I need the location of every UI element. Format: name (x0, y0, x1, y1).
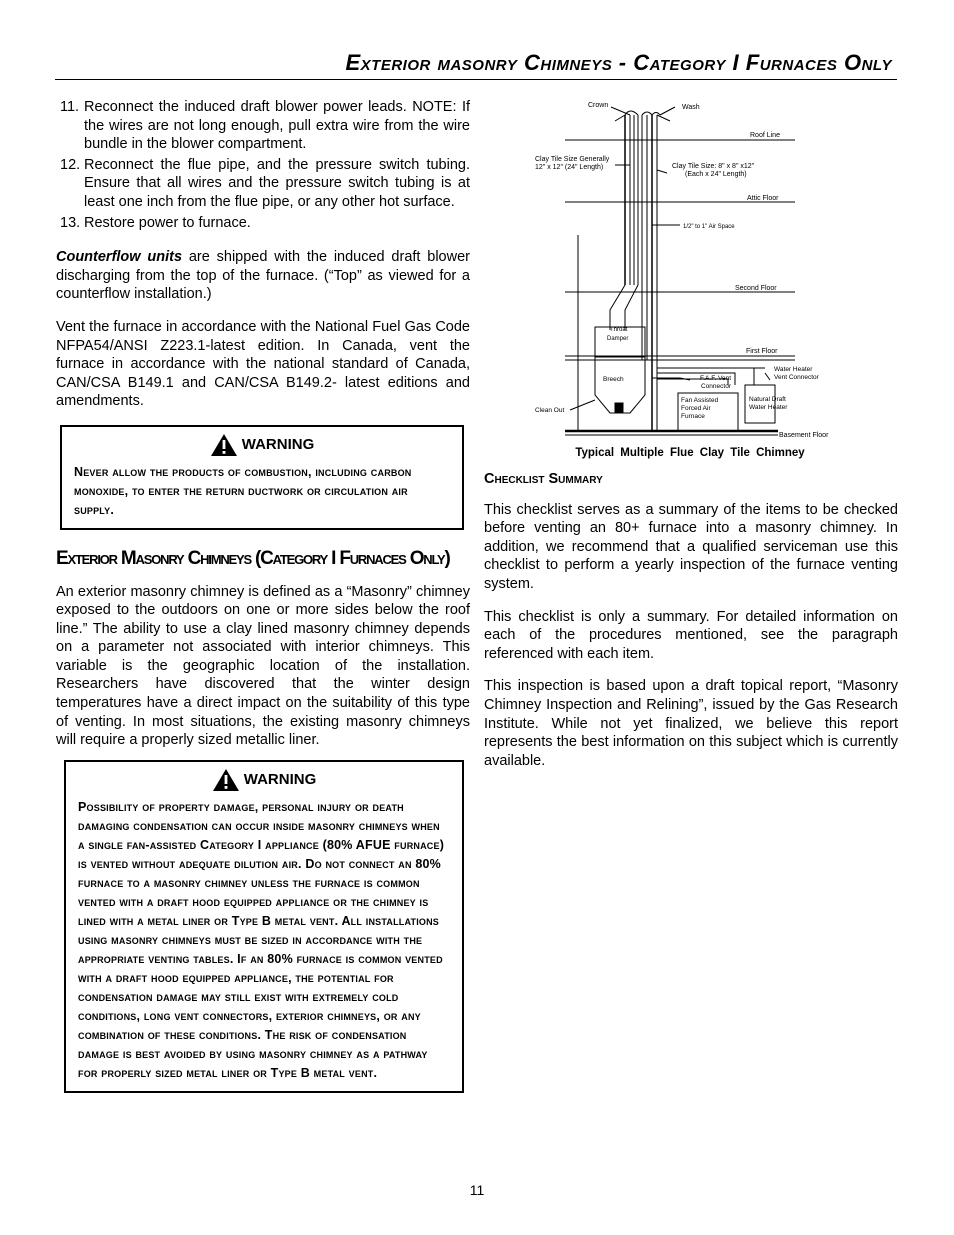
label-water-heater-vent-1: Water Heater (774, 366, 813, 373)
label-faf-vent-1: F.A.F. Vent (700, 375, 732, 382)
label-attic-floor: Attic Floor (747, 195, 779, 202)
warning-triangle-icon (210, 433, 238, 457)
section-body: An exterior masonry chimney is defined as a “Masonry” chimney exposed to the outdoors on one or more sides below the roof line.” The ability to use a clay lined masonry chimney depends on a parameter not associated with interior chimneys. This variable is the geographic location of the installation. Researchers have discovered that the winter design temperatures have a direct impact on the suitability of this type of venting. In most situations, the existing masonry chimneys will require a properly sized metallic liner. (56, 583, 470, 749)
section-title: Exterior Masonry Chimneys (Category I Furnaces Only) (56, 547, 450, 569)
counterflow-text: are shipped with the induced draft blower discharging from the top of the furnace. (“Top” as viewed for a counterflow installation.) (56, 249, 470, 303)
list-item (56, 98, 470, 154)
counterflow-lead: Counterflow units (56, 249, 183, 266)
right-column (484, 470, 898, 784)
label-roof-line: Roof Line (750, 132, 780, 139)
page-number: 11 (469, 1182, 485, 1198)
label-first-floor: First Floor (746, 348, 778, 355)
list-item (56, 156, 470, 212)
label-clay-tile-general-1: Clay Tile Size Generally (535, 156, 610, 163)
step-number: 12. (60, 156, 81, 173)
label-clay-tile-size-2: (Each x 24" Length) (685, 171, 747, 178)
counterflow-paragraph (56, 248, 470, 304)
step-text: Reconnect the flue pipe, and the pressure switch tubing. Ensure that all wires and the pressure switch tubing is at least one inch from the flue pipe, or any other hot surface. (84, 156, 470, 210)
label-water-heater-vent-2: Vent Connector (774, 374, 819, 381)
steps-list (56, 98, 470, 232)
label-second-floor: Second Floor (735, 285, 777, 292)
label-air-space: 1/2" to 1" Air Space (683, 224, 735, 230)
step-text: Restore power to furnace. (84, 214, 251, 231)
page-header-title: Exterior masonry Chimneys - Category I Furnaces Only (345, 50, 892, 75)
warning-text: Never allow the products of combustion, including carbon monoxide, to enter the return ductwork or circulation air supply. (74, 464, 412, 517)
label-clay-tile-general-2: 12" x 12" (24" Length) (535, 164, 604, 171)
label-clean-out: Clean Out (535, 407, 565, 414)
label-fan-assisted-2: Forced Air (681, 405, 711, 412)
checklist-paragraph: This inspection is based upon a draft topical report, “Masonry Chimney Inspection and Relining”, issued by the Gas Research Institute. While not yet finalized, we believe this report represents the best information on this subject which is currently available. (484, 678, 898, 769)
left-column (56, 98, 470, 1093)
label-faf-vent-2: Connector (701, 383, 731, 390)
warning-label: WARNING (241, 435, 315, 453)
label-fan-assisted-3: Furnace (681, 413, 705, 420)
label-clay-tile-size-1: Clay Tile Size: 8" x 8" x12" (672, 163, 755, 170)
warning-heading (78, 768, 450, 792)
label-wash: Wash (682, 104, 700, 111)
vent-paragraph: Vent the furnace in accordance with the National Fuel Gas Code NFPA54/ANSI Z223.1-latest edition. In Canada, vent the furnace in accordance with the national standard of Canada, CAN/CSA B149.1 and CAN/CSA B149.2- latest editions and amendments. (56, 318, 470, 410)
checklist-paragraph: This checklist is only a summary. For detailed information on each of the procedures mentioned, see the paragraph referenced with each item. (484, 608, 898, 662)
label-natural-draft-1: Natural Draft (749, 396, 786, 403)
header-rule (55, 79, 897, 80)
step-text: Reconnect the induced draft blower power leads. NOTE: If the wires are not long enough, pull extra wire from the wire bundle in the blower compartment. (84, 99, 470, 153)
warning-text: Possibility of property damage, personal injury or death damaging condensation can occur inside masonry chimneys when a single fan-assisted Category I appliance (80% AFUE furnace) is vented without adequate dilution air. Do not connect an 80% furnace to a masonry chimney unless the furnace is common vented with a draft hood equipped appliance or the chimney is lined with a metal liner or Type B metal vent. All installations using masonry chimneys must be sized in accordance with the appropriate venting tables. If an 80% furnace is common vented with a draft hood equipped appliance, the potential for condensation damage may still exist with extremely cold conditions, long vent connectors, exterior chimneys, or any combination of these conditions. The risk of condensation damage is best avoided by using masonry chimney as a pathway for properly sized metal liner or Type B metal vent. (78, 799, 445, 1080)
warning-triangle-icon (212, 768, 240, 792)
checklist-paragraph: This checklist serves as a summary of the items to be checked before venting an 80+ furnace into a masonry chimney. In addition, we recommend that a qualified serviceman use this checklist to perform a yearly inspection of the furnace venting system. (484, 501, 898, 592)
warning-box-2 (64, 760, 464, 1093)
step-number: 13. (60, 214, 81, 231)
checklist-title: Checklist Summary (484, 471, 603, 487)
label-breech: Breech (603, 376, 624, 383)
label-damper: Damper (607, 336, 629, 342)
step-number: 11. (60, 99, 80, 115)
warning-label: WARNING (243, 770, 317, 788)
chimney-diagram (530, 95, 830, 465)
warning-box-1 (60, 425, 464, 530)
label-basement-floor: Basement Floor (779, 432, 829, 439)
figure-caption: Typical Multiple Flue Clay Tile Chimney (575, 447, 805, 459)
warning-heading (74, 433, 450, 457)
label-crown: Crown (588, 102, 609, 109)
label-natural-draft-2: Water Heater (749, 404, 788, 411)
label-fan-assisted-1: Fan Assisted (681, 397, 719, 404)
list-item (56, 214, 470, 233)
label-throat: Throat (610, 327, 628, 333)
